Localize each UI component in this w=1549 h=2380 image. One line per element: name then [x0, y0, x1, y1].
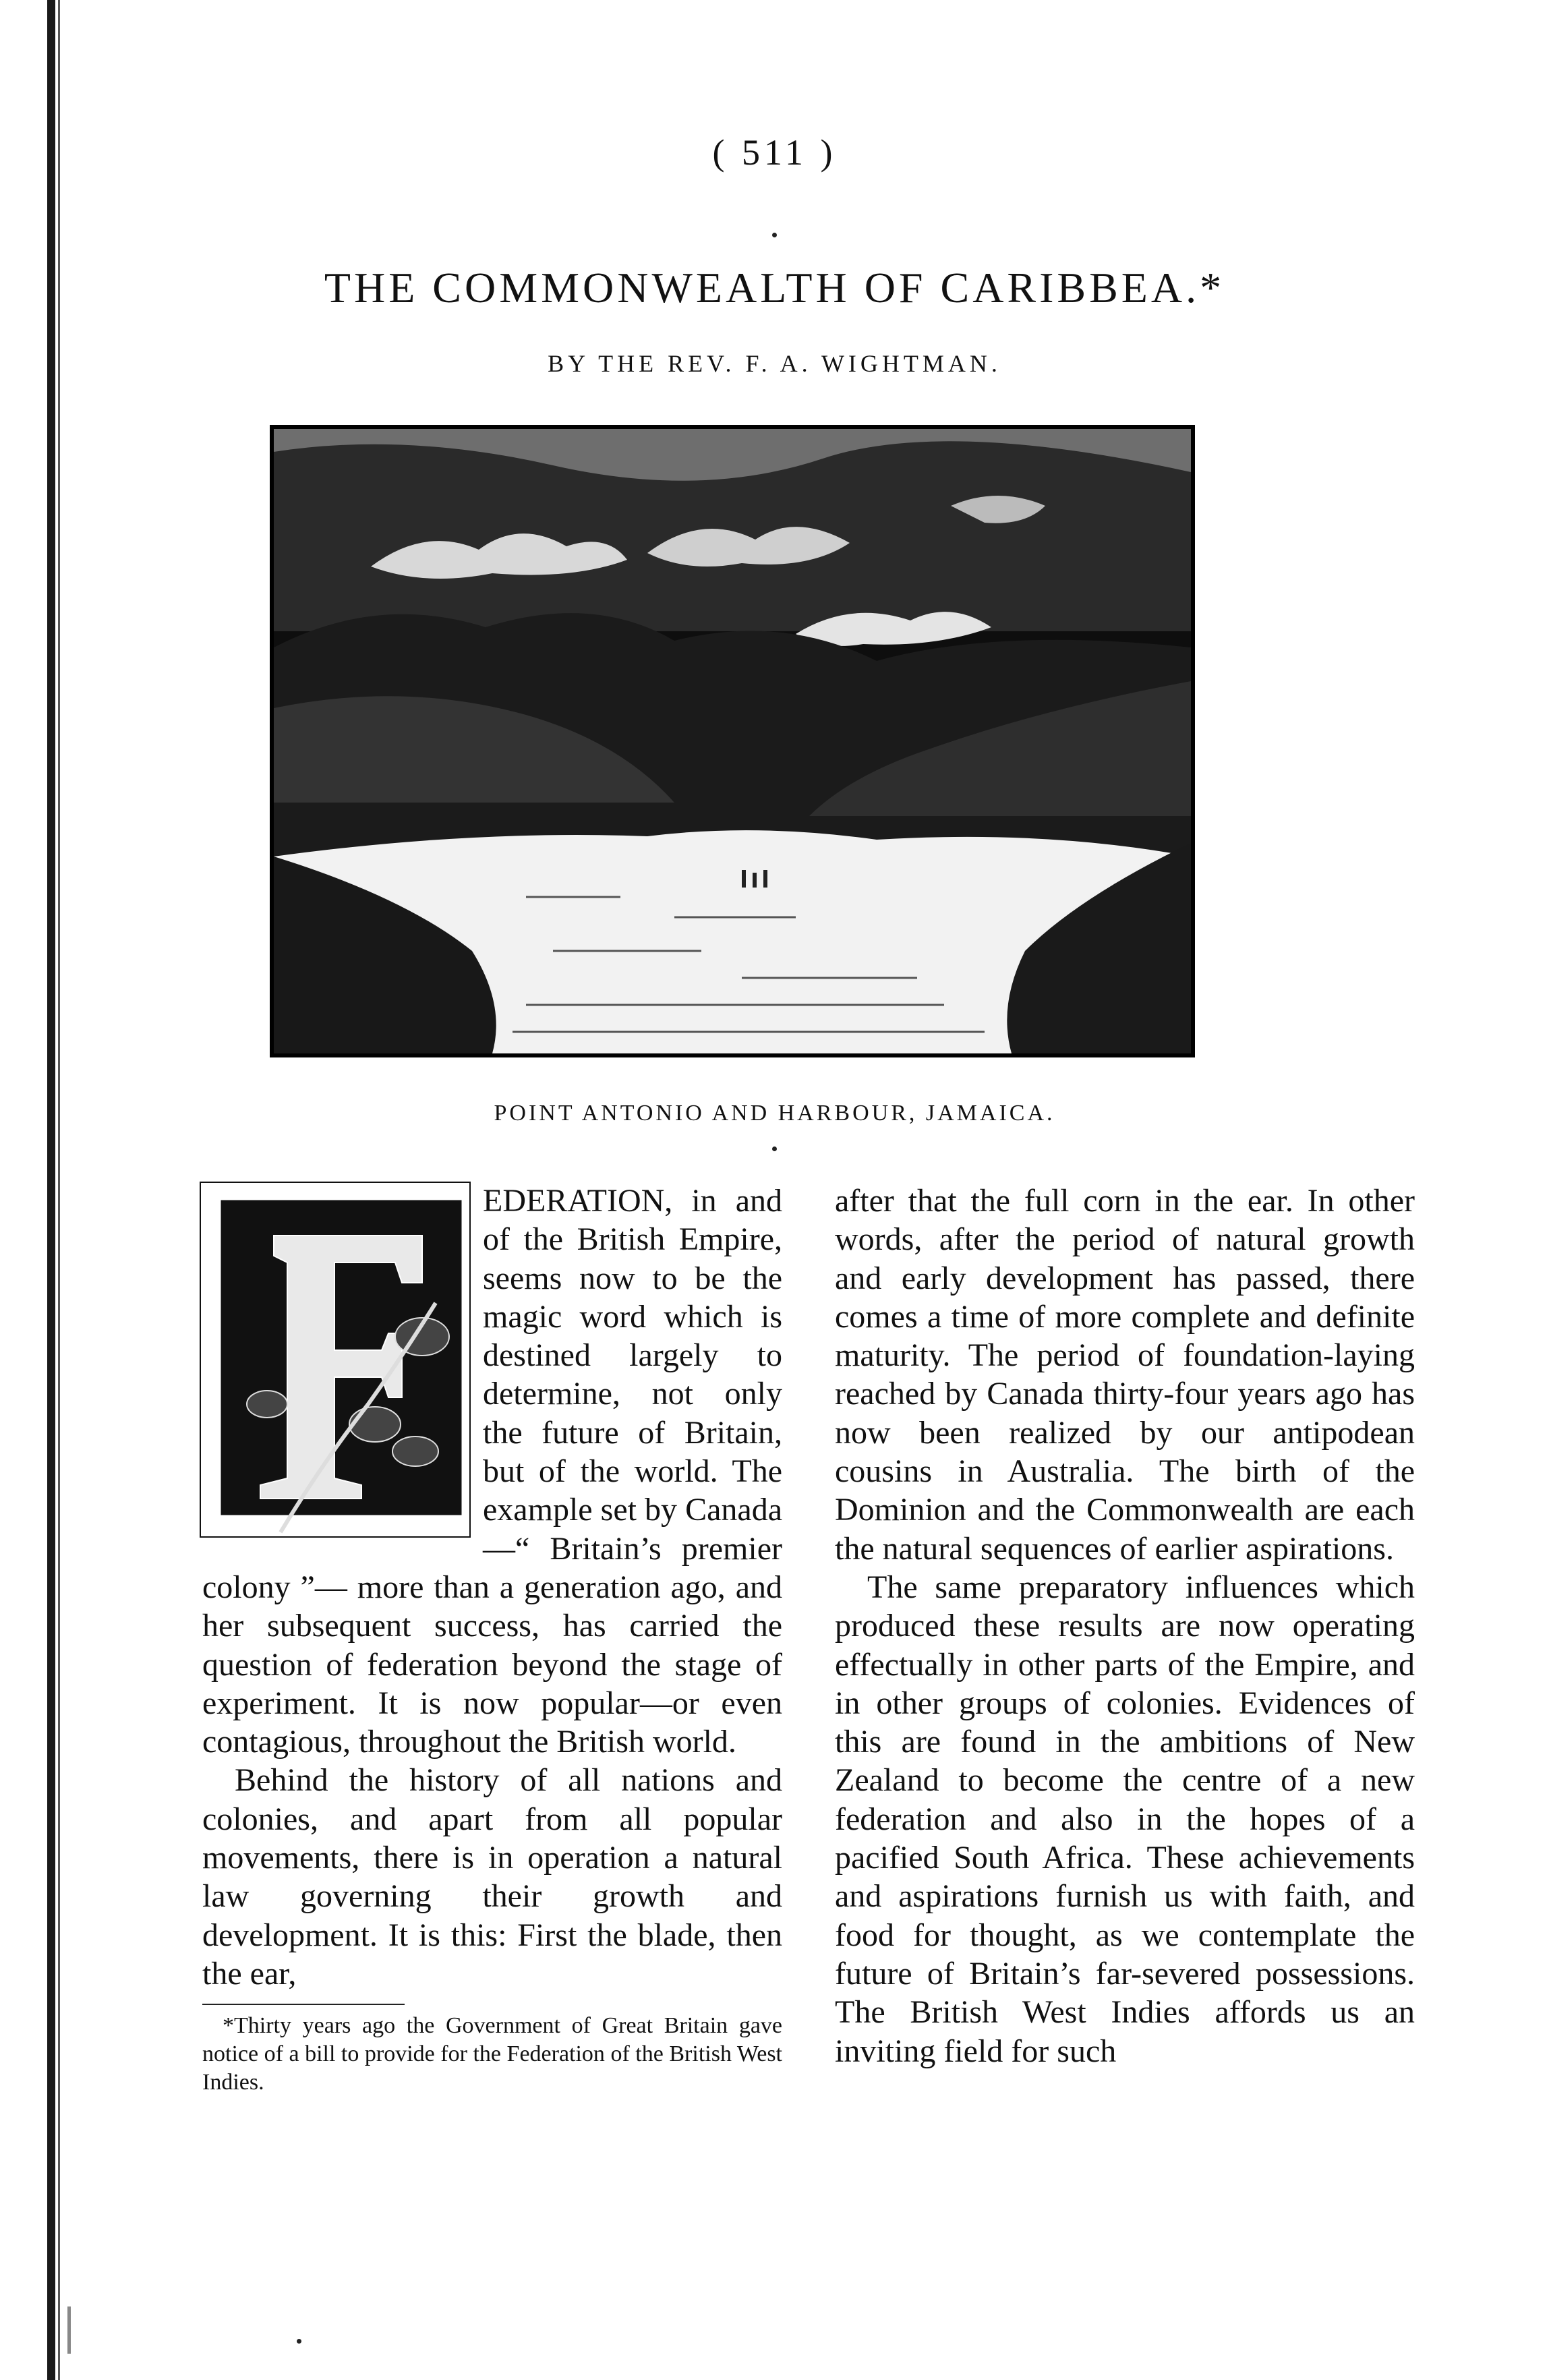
left-column	[202, 1182, 782, 2097]
ink-speck	[297, 2339, 301, 2344]
paragraph-2: Behind the history of all nations and colonies, and apart from all popular movements, there is in operation a natural law governing their growth and development. It is this: First the blade, then the ear,	[202, 1762, 782, 1992]
ink-speck	[772, 1147, 777, 1151]
right-column	[835, 1182, 1415, 2070]
article-byline: BY THE REV. F. A. WIGHTMAN.	[548, 350, 1001, 377]
article-title: THE COMMONWEALTH OF CARIBBEA.*	[324, 264, 1225, 312]
margin-mark	[67, 2306, 71, 2354]
ornamental-dropcap-f	[200, 1182, 471, 1538]
illustration-caption: POINT ANTONIO AND HARBOUR, JAMAICA.	[494, 1101, 1055, 1126]
harbour-engraving	[270, 425, 1195, 1057]
footnote-rule	[202, 2004, 405, 2005]
footnote: *Thirty years ago the Government of Great Britain gave notice of a bill to provide for the Federation of the British West Indies.	[202, 2013, 782, 2095]
paragraph-4: The same preparatory influences which produced these results are now operating effectually in other parts of the Empire, and in other groups of colonies. Evidences of this are found in the ambitions of New Zealand to become the centre of a new federation and also in the hopes of a pacified South Africa. These achievements and aspirations furnish us with faith, and food for thought, as we contemplate the future of Britain’s far-severed possessions. The British West Indies affords us an inviting field for such	[835, 1569, 1415, 2069]
paragraph-1: EDERATION, in and of the British Empire, seems now to be the magic word which is destined largely to determine, not only the future of Britain, but of the world. The example set by Canada—“ Britain’s premier colony ”— more than a generation ago, and her subsequent success, has carried the question of federation beyond the stage of experiment. It is now popular—or even contagious, throughout the British world.	[202, 1183, 782, 1760]
page-number: ( 511 )	[712, 132, 837, 173]
ink-speck	[772, 233, 777, 237]
paragraph-3: after that the full corn in the ear. In other words, after the period of natural growth and early development has passed, there comes a time of more complete and definite maturity. The period of foundation-laying reached by Canada thirty-four years ago has now been realized by our antipodean cousins in Australia. The birth of the Dominion and the Commonwealth are each the natural sequences of earlier aspirations.	[835, 1183, 1415, 1567]
